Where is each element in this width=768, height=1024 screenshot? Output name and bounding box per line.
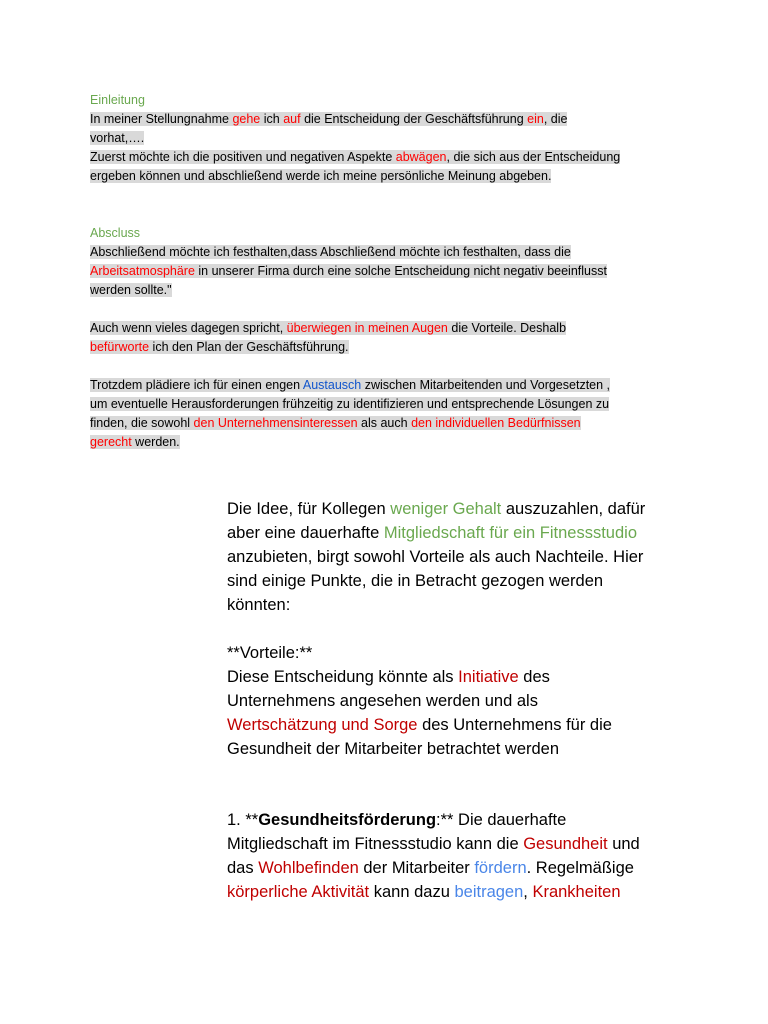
point-line-4: körperliche Aktivität kann dazu beitragen, Krankheiten xyxy=(227,883,621,901)
closing-line-3: werden sollte." xyxy=(90,283,172,297)
closing-line-4: Auch wenn vieles dagegen spricht, überwiegen in meinen Augen die Vorteile. Deshalb xyxy=(90,321,567,335)
intro-section xyxy=(90,91,690,186)
adv-line-1: Diese Entscheidung könnte als Initiative des xyxy=(227,668,550,686)
main-line-3: anzubieten, birgt sowohl Vorteile als auch Nachteile. Hier xyxy=(227,548,644,566)
closing-line-6: Trotzdem plädiere ich für einen engen Austausch zwischen Mitarbeitenden und Vorgesetzten , xyxy=(90,378,611,392)
main-line-5: könnten: xyxy=(227,596,291,614)
closing-line-9: gerecht werden. xyxy=(90,435,180,449)
intro-line-4: ergeben können und abschließend werde ich meine persönliche Meinung abgeben. xyxy=(90,169,552,183)
intro-line-1: In meiner Stellungnahme gehe ich auf die Entscheidung der Geschäftsführung ein, die xyxy=(90,112,568,126)
adv-line-4: Gesundheit der Mitarbeiter betrachtet werden xyxy=(227,740,560,758)
closing-line-2: Arbeitsatmosphäre in unserer Firma durch eine solche Entscheidung nicht negativ beeinflusst xyxy=(90,264,607,278)
closing-section xyxy=(90,224,690,452)
adv-line-2: Unternehmens angesehen werden und als xyxy=(227,692,538,710)
closing-heading: Abscluss xyxy=(90,226,141,240)
intro-heading: Einleitung xyxy=(90,93,145,107)
advantages-heading: **Vorteile:** xyxy=(227,644,313,662)
point-line-3: das Wohlbefinden der Mitarbeiter fördern. Regelmäßige xyxy=(227,859,634,877)
point-line-2: Mitgliedschaft im Fitnessstudio kann die Gesundheit und xyxy=(227,835,640,853)
intro-line-3: Zuerst möchte ich die positiven und negativen Aspekte abwägen, die sich aus der Entscheidung xyxy=(90,150,621,164)
main-line-1: Die Idee, für Kollegen weniger Gehalt auszuzahlen, dafür xyxy=(227,500,646,518)
closing-line-8: finden, die sowohl den Unternehmensinteressen als auch den individuellen Bedürfnissen xyxy=(90,416,581,430)
closing-line-7: um eventuelle Herausforderungen frühzeitig zu identifizieren und entsprechende Lösungen zu xyxy=(90,397,610,411)
main-line-4: sind einige Punkte, die in Betracht gezogen werden xyxy=(227,572,604,590)
advantages-paragraph xyxy=(227,641,687,761)
intro-line-2: vorhat,…. xyxy=(90,131,145,145)
health-point-paragraph xyxy=(227,808,687,904)
main-intro-paragraph xyxy=(227,497,687,617)
point-line-1: 1. **Gesundheitsförderung:** Die dauerhafte xyxy=(227,811,567,829)
main-line-2: aber eine dauerhafte Mitgliedschaft für ein Fitnessstudio xyxy=(227,524,637,542)
adv-line-3: Wertschätzung und Sorge des Unternehmens für die xyxy=(227,716,612,734)
closing-line-5: befürworte ich den Plan der Geschäftsführung. xyxy=(90,340,349,354)
closing-line-1: Abschließend möchte ich festhalten,dass Abschließend möchte ich festhalten, dass die xyxy=(90,245,571,259)
